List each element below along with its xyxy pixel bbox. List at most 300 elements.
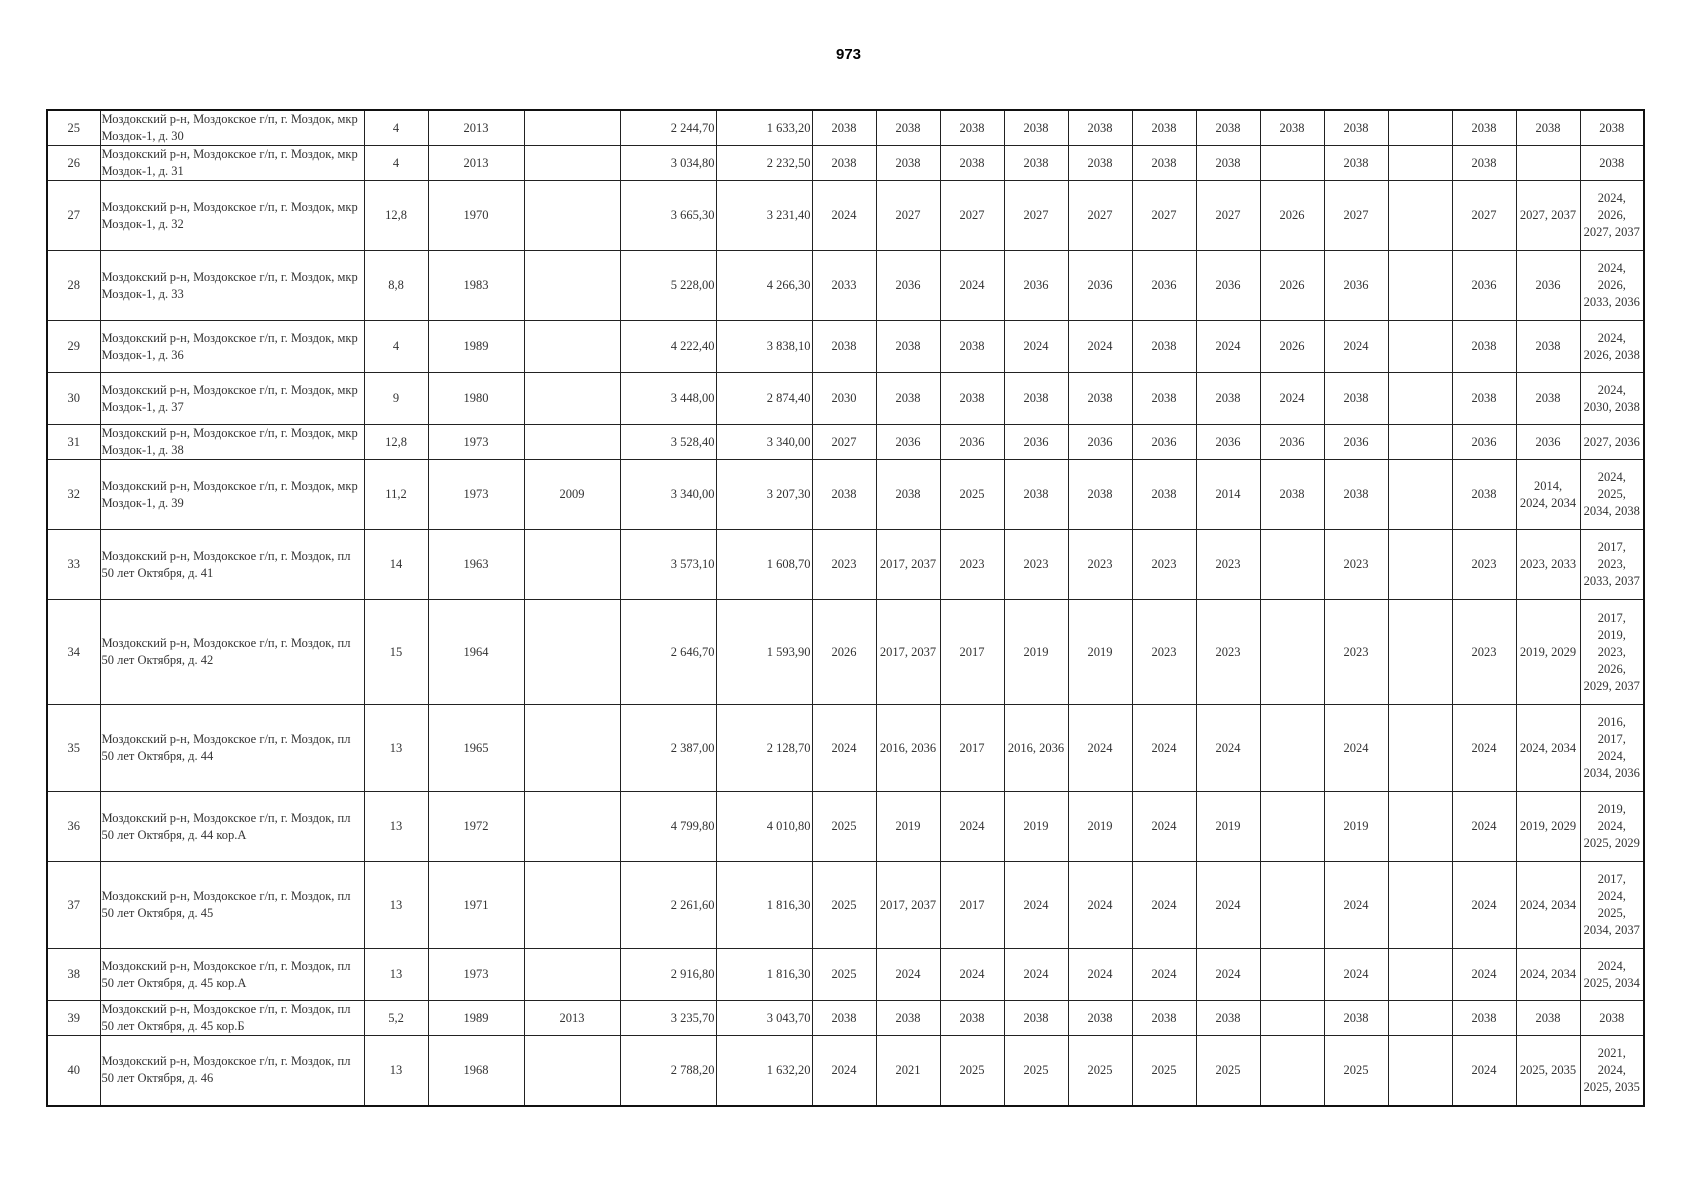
- repair-year-cell: 2023: [1004, 530, 1068, 600]
- repair-year-cell: 2038: [812, 110, 876, 146]
- repair-year-cell: 2023: [1452, 600, 1516, 705]
- reconstruction-year-cell: [524, 425, 620, 460]
- repair-year-cell: 2027: [876, 181, 940, 251]
- repair-year-cell: 2036: [876, 251, 940, 321]
- table-row: [47, 181, 1644, 251]
- repair-year-cell: 2038: [812, 321, 876, 373]
- repair-year-cell: 2027: [1068, 181, 1132, 251]
- repair-year-cell: 2024, 2026, 2027, 2037: [1580, 181, 1644, 251]
- total-area-cell: 3 528,40: [620, 425, 716, 460]
- repair-year-cell: 2036: [1324, 251, 1388, 321]
- floors-cell: 11,2: [364, 460, 428, 530]
- repair-year-cell: 2024: [1004, 321, 1068, 373]
- row-number: 40: [47, 1036, 100, 1106]
- repair-year-cell: 2024: [1132, 792, 1196, 862]
- repair-year-cell: 2024: [1260, 373, 1324, 425]
- row-number: 26: [47, 146, 100, 181]
- repair-year-cell: 2019, 2029: [1516, 792, 1580, 862]
- repair-year-cell: 2024: [1132, 862, 1196, 949]
- repair-year-cell: 2019: [1068, 792, 1132, 862]
- repair-year-cell: 2025: [940, 460, 1004, 530]
- floors-cell: 15: [364, 600, 428, 705]
- repair-year-cell: 2023, 2033: [1516, 530, 1580, 600]
- repair-year-cell: 2038: [1452, 460, 1516, 530]
- table-row: [47, 792, 1644, 862]
- table-row: [47, 425, 1644, 460]
- living-area-cell: 4 266,30: [716, 251, 812, 321]
- repair-year-cell: 2023: [1196, 600, 1260, 705]
- repair-year-cell: 2030: [812, 373, 876, 425]
- repair-year-cell: 2027: [1196, 181, 1260, 251]
- total-area-cell: 4 799,80: [620, 792, 716, 862]
- repair-year-cell: 2027: [940, 181, 1004, 251]
- repair-year-cell: 2014, 2024, 2034: [1516, 460, 1580, 530]
- repair-year-cell: 2025: [812, 792, 876, 862]
- repair-year-cell: 2025: [812, 949, 876, 1001]
- row-number: 36: [47, 792, 100, 862]
- living-area-cell: 2 128,70: [716, 705, 812, 792]
- repair-year-cell: [1260, 146, 1324, 181]
- repair-year-cell: 2026: [1260, 321, 1324, 373]
- repair-year-cell: 2024, 2030, 2038: [1580, 373, 1644, 425]
- repair-year-cell: 2024, 2034: [1516, 705, 1580, 792]
- repair-year-cell: 2016, 2036: [1004, 705, 1068, 792]
- reconstruction-year-cell: [524, 181, 620, 251]
- repair-year-cell: 2027: [1132, 181, 1196, 251]
- repair-year-cell: 2038: [1196, 1001, 1260, 1036]
- repair-year-cell: 2017: [940, 862, 1004, 949]
- repair-year-cell: 2038: [876, 321, 940, 373]
- year-built-cell: 1965: [428, 705, 524, 792]
- repair-year-cell: 2024: [1196, 949, 1260, 1001]
- repair-year-cell: 2038: [1452, 110, 1516, 146]
- repair-year-cell: 2024: [1196, 862, 1260, 949]
- address-cell: Моздокский р-н, Моздокское г/п, г. Моздок, пл 50 лет Октября, д. 41: [100, 530, 364, 600]
- address-cell: Моздокский р-н, Моздокское г/п, г. Моздок, пл 50 лет Октября, д. 45: [100, 862, 364, 949]
- repair-year-cell: 2038: [1324, 146, 1388, 181]
- repair-year-cell: 2023: [940, 530, 1004, 600]
- repair-year-cell: 2024: [1068, 321, 1132, 373]
- row-number: 38: [47, 949, 100, 1001]
- repair-year-cell: 2025: [1324, 1036, 1388, 1106]
- floors-cell: 4: [364, 110, 428, 146]
- repair-year-cell: 2038: [1452, 1001, 1516, 1036]
- year-built-cell: 1973: [428, 949, 524, 1001]
- repair-year-cell: 2023: [1132, 530, 1196, 600]
- repair-year-cell: 2038: [876, 1001, 940, 1036]
- repair-year-cell: 2024: [1324, 949, 1388, 1001]
- repair-year-cell: 2027, 2036: [1580, 425, 1644, 460]
- reconstruction-year-cell: 2009: [524, 460, 620, 530]
- repair-year-cell: 2019, 2029: [1516, 600, 1580, 705]
- repair-year-cell: 2017, 2024, 2025, 2034, 2037: [1580, 862, 1644, 949]
- table-body: [47, 110, 1644, 1106]
- reconstruction-year-cell: 2013: [524, 1001, 620, 1036]
- repair-year-cell: 2038: [812, 460, 876, 530]
- repair-year-cell: 2038: [1452, 373, 1516, 425]
- floors-cell: 13: [364, 862, 428, 949]
- year-built-cell: 2013: [428, 110, 524, 146]
- repair-year-cell: 2023: [1452, 530, 1516, 600]
- repair-year-cell: 2038: [812, 1001, 876, 1036]
- repair-year-cell: 2025: [1004, 1036, 1068, 1106]
- repair-year-cell: 2038: [876, 146, 940, 181]
- table-row: [47, 705, 1644, 792]
- repair-year-cell: 2038: [1580, 110, 1644, 146]
- repair-year-cell: [1260, 949, 1324, 1001]
- repair-year-cell: 2024, 2025, 2034, 2038: [1580, 460, 1644, 530]
- repair-year-cell: [1388, 110, 1452, 146]
- repair-year-cell: 2024: [1068, 705, 1132, 792]
- living-area-cell: 1 608,70: [716, 530, 812, 600]
- repair-year-cell: 2036: [1196, 251, 1260, 321]
- living-area-cell: 2 232,50: [716, 146, 812, 181]
- repair-year-cell: 2038: [1580, 1001, 1644, 1036]
- table-row: [47, 460, 1644, 530]
- repair-year-cell: 2027: [1004, 181, 1068, 251]
- repair-year-cell: 2019: [1004, 600, 1068, 705]
- repair-year-cell: 2038: [1260, 110, 1324, 146]
- repair-year-cell: 2036: [1516, 251, 1580, 321]
- repair-year-cell: 2016, 2036: [876, 705, 940, 792]
- repair-year-cell: 2027: [812, 425, 876, 460]
- living-area-cell: 1 632,20: [716, 1036, 812, 1106]
- repair-year-cell: 2024: [1196, 705, 1260, 792]
- reconstruction-year-cell: [524, 146, 620, 181]
- table-row: [47, 373, 1644, 425]
- repair-year-cell: 2038: [1580, 146, 1644, 181]
- repair-year-cell: [1388, 862, 1452, 949]
- address-cell: Моздокский р-н, Моздокское г/п, г. Моздок, пл 50 лет Октября, д. 44 кор.А: [100, 792, 364, 862]
- floors-cell: 5,2: [364, 1001, 428, 1036]
- address-cell: Моздокский р-н, Моздокское г/п, г. Моздок, мкр Моздок-1, д. 31: [100, 146, 364, 181]
- repair-year-cell: [1388, 181, 1452, 251]
- year-built-cell: 1963: [428, 530, 524, 600]
- reconstruction-year-cell: [524, 600, 620, 705]
- repair-year-cell: 2038: [1132, 110, 1196, 146]
- year-built-cell: 1970: [428, 181, 524, 251]
- repair-year-cell: 2036: [1260, 425, 1324, 460]
- row-number: 28: [47, 251, 100, 321]
- repair-year-cell: 2038: [1004, 110, 1068, 146]
- table-row: [47, 862, 1644, 949]
- repair-year-cell: 2036: [876, 425, 940, 460]
- repair-year-cell: 2014: [1196, 460, 1260, 530]
- repair-year-cell: [1516, 146, 1580, 181]
- repair-year-cell: 2036: [1324, 425, 1388, 460]
- repair-year-cell: 2024: [1452, 1036, 1516, 1106]
- year-built-cell: 1971: [428, 862, 524, 949]
- repair-year-cell: [1260, 530, 1324, 600]
- row-number: 34: [47, 600, 100, 705]
- total-area-cell: 2 244,70: [620, 110, 716, 146]
- repair-year-cell: [1388, 1036, 1452, 1106]
- repair-year-cell: 2019: [1068, 600, 1132, 705]
- repair-year-cell: 2038: [1324, 110, 1388, 146]
- repair-year-cell: 2036: [1132, 251, 1196, 321]
- repair-year-cell: 2026: [1260, 251, 1324, 321]
- repair-year-cell: 2036: [1068, 251, 1132, 321]
- repair-year-cell: 2038: [876, 110, 940, 146]
- repair-year-cell: 2024: [812, 1036, 876, 1106]
- repair-year-cell: 2017, 2037: [876, 530, 940, 600]
- repair-year-cell: 2024: [940, 792, 1004, 862]
- living-area-cell: 3 838,10: [716, 321, 812, 373]
- repair-year-cell: 2038: [1516, 321, 1580, 373]
- floors-cell: 12,8: [364, 181, 428, 251]
- floors-cell: 8,8: [364, 251, 428, 321]
- repair-year-cell: 2024: [812, 181, 876, 251]
- row-number: 25: [47, 110, 100, 146]
- repair-year-cell: 2038: [1452, 146, 1516, 181]
- row-number: 27: [47, 181, 100, 251]
- repair-year-cell: 2036: [1132, 425, 1196, 460]
- address-cell: Моздокский р-н, Моздокское г/п, г. Моздок, мкр Моздок-1, д. 39: [100, 460, 364, 530]
- year-built-cell: 1989: [428, 321, 524, 373]
- repair-year-cell: 2038: [1004, 460, 1068, 530]
- address-cell: Моздокский р-н, Моздокское г/п, г. Моздок, мкр Моздок-1, д. 30: [100, 110, 364, 146]
- repair-year-cell: 2024: [1324, 862, 1388, 949]
- repair-year-cell: [1388, 460, 1452, 530]
- repair-year-cell: 2019: [876, 792, 940, 862]
- repair-year-cell: 2038: [1516, 373, 1580, 425]
- repair-year-cell: 2017, 2023, 2033, 2037: [1580, 530, 1644, 600]
- repair-year-cell: [1388, 146, 1452, 181]
- repair-year-cell: [1388, 251, 1452, 321]
- repair-year-cell: 2024, 2034: [1516, 862, 1580, 949]
- repair-year-cell: 2038: [876, 460, 940, 530]
- repair-year-cell: 2024: [1068, 862, 1132, 949]
- repair-year-cell: 2038: [1068, 146, 1132, 181]
- address-cell: Моздокский р-н, Моздокское г/п, г. Моздок, пл 50 лет Октября, д. 46: [100, 1036, 364, 1106]
- repair-year-cell: 2024: [940, 251, 1004, 321]
- repair-year-cell: [1388, 600, 1452, 705]
- repair-year-cell: 2038: [1004, 1001, 1068, 1036]
- repair-year-cell: 2036: [1452, 251, 1516, 321]
- repair-year-cell: 2026: [1260, 181, 1324, 251]
- total-area-cell: 2 261,60: [620, 862, 716, 949]
- table-row: [47, 251, 1644, 321]
- repair-year-cell: [1260, 705, 1324, 792]
- repair-year-cell: 2038: [1196, 373, 1260, 425]
- repair-year-cell: 2038: [940, 146, 1004, 181]
- repair-year-cell: 2038: [1196, 110, 1260, 146]
- repair-year-cell: 2036: [1004, 425, 1068, 460]
- repair-year-cell: 2019: [1324, 792, 1388, 862]
- floors-cell: 13: [364, 949, 428, 1001]
- address-cell: Моздокский р-н, Моздокское г/п, г. Моздок, мкр Моздок-1, д. 37: [100, 373, 364, 425]
- living-area-cell: 4 010,80: [716, 792, 812, 862]
- repair-year-cell: 2038: [1196, 146, 1260, 181]
- floors-cell: 12,8: [364, 425, 428, 460]
- total-area-cell: 3 573,10: [620, 530, 716, 600]
- repair-year-cell: [1388, 530, 1452, 600]
- reconstruction-year-cell: [524, 792, 620, 862]
- repair-year-cell: 2038: [1324, 460, 1388, 530]
- table-row: [47, 110, 1644, 146]
- repair-year-cell: 2024: [812, 705, 876, 792]
- repair-year-cell: 2023: [1324, 600, 1388, 705]
- repair-year-cell: 2024: [1196, 321, 1260, 373]
- repair-year-cell: [1388, 373, 1452, 425]
- repair-year-cell: 2038: [1132, 1001, 1196, 1036]
- living-area-cell: 3 043,70: [716, 1001, 812, 1036]
- repair-year-cell: 2019: [1004, 792, 1068, 862]
- repair-year-cell: 2038: [940, 110, 1004, 146]
- table-row: [47, 321, 1644, 373]
- repair-year-cell: 2025, 2035: [1516, 1036, 1580, 1106]
- repair-year-cell: [1388, 321, 1452, 373]
- living-area-cell: 3 207,30: [716, 460, 812, 530]
- living-area-cell: 2 874,40: [716, 373, 812, 425]
- repair-year-cell: 2023: [1196, 530, 1260, 600]
- address-cell: Моздокский р-н, Моздокское г/п, г. Моздок, пл 50 лет Октября, д. 44: [100, 705, 364, 792]
- reconstruction-year-cell: [524, 949, 620, 1001]
- year-built-cell: 1972: [428, 792, 524, 862]
- repair-year-cell: 2024: [1452, 792, 1516, 862]
- table-row: [47, 1036, 1644, 1106]
- repair-year-cell: [1388, 425, 1452, 460]
- total-area-cell: 3 340,00: [620, 460, 716, 530]
- living-area-cell: 1 816,30: [716, 949, 812, 1001]
- repair-year-cell: 2036: [1516, 425, 1580, 460]
- repair-year-cell: 2023: [1132, 600, 1196, 705]
- total-area-cell: 2 788,20: [620, 1036, 716, 1106]
- repair-year-cell: 2038: [812, 146, 876, 181]
- repair-year-cell: 2036: [1004, 251, 1068, 321]
- floors-cell: 4: [364, 321, 428, 373]
- repair-year-cell: [1260, 1001, 1324, 1036]
- reconstruction-year-cell: [524, 110, 620, 146]
- reconstruction-year-cell: [524, 321, 620, 373]
- address-cell: Моздокский р-н, Моздокское г/п, г. Моздок, пл 50 лет Октября, д. 45 кор.А: [100, 949, 364, 1001]
- repair-year-cell: 2017: [940, 705, 1004, 792]
- floors-cell: 13: [364, 792, 428, 862]
- repair-year-cell: 2025: [1196, 1036, 1260, 1106]
- repair-year-cell: 2038: [1068, 110, 1132, 146]
- repair-year-cell: 2025: [1068, 1036, 1132, 1106]
- repair-year-cell: 2024, 2025, 2034: [1580, 949, 1644, 1001]
- year-built-cell: 1980: [428, 373, 524, 425]
- repair-year-cell: 2017, 2037: [876, 862, 940, 949]
- repair-year-cell: [1260, 1036, 1324, 1106]
- repair-year-cell: 2038: [1068, 373, 1132, 425]
- repair-year-cell: 2038: [940, 321, 1004, 373]
- repair-year-cell: 2017, 2037: [876, 600, 940, 705]
- repair-year-cell: 2038: [1324, 1001, 1388, 1036]
- repair-year-cell: 2024, 2026, 2038: [1580, 321, 1644, 373]
- repair-year-cell: 2038: [1068, 460, 1132, 530]
- repair-year-cell: 2016, 2017, 2024, 2034, 2036: [1580, 705, 1644, 792]
- repair-year-cell: 2019: [1196, 792, 1260, 862]
- page-number: 973: [835, 46, 862, 63]
- reconstruction-year-cell: [524, 1036, 620, 1106]
- living-area-cell: 3 340,00: [716, 425, 812, 460]
- housing-registry-table: [46, 109, 1645, 1107]
- year-built-cell: 1973: [428, 460, 524, 530]
- living-area-cell: 1 633,20: [716, 110, 812, 146]
- year-built-cell: 1968: [428, 1036, 524, 1106]
- total-area-cell: 2 387,00: [620, 705, 716, 792]
- address-cell: Моздокский р-н, Моздокское г/п, г. Моздок, мкр Моздок-1, д. 33: [100, 251, 364, 321]
- repair-year-cell: 2038: [1004, 373, 1068, 425]
- repair-year-cell: 2019, 2024, 2025, 2029: [1580, 792, 1644, 862]
- repair-year-cell: 2025: [812, 862, 876, 949]
- repair-year-cell: 2038: [1004, 146, 1068, 181]
- repair-year-cell: 2038: [1452, 321, 1516, 373]
- repair-year-cell: 2024: [1004, 949, 1068, 1001]
- repair-year-cell: 2024: [1452, 949, 1516, 1001]
- address-cell: Моздокский р-н, Моздокское г/п, г. Моздок, пл 50 лет Октября, д. 45 кор.Б: [100, 1001, 364, 1036]
- address-cell: Моздокский р-н, Моздокское г/п, г. Моздок, пл 50 лет Октября, д. 42: [100, 600, 364, 705]
- repair-year-cell: 2025: [940, 1036, 1004, 1106]
- repair-year-cell: [1260, 792, 1324, 862]
- row-number: 33: [47, 530, 100, 600]
- repair-year-cell: [1388, 1001, 1452, 1036]
- floors-cell: 4: [364, 146, 428, 181]
- reconstruction-year-cell: [524, 373, 620, 425]
- repair-year-cell: 2027, 2037: [1516, 181, 1580, 251]
- reconstruction-year-cell: [524, 862, 620, 949]
- row-number: 31: [47, 425, 100, 460]
- total-area-cell: 3 448,00: [620, 373, 716, 425]
- repair-year-cell: [1260, 862, 1324, 949]
- repair-year-cell: 2024: [940, 949, 1004, 1001]
- repair-year-cell: 2038: [1132, 146, 1196, 181]
- repair-year-cell: 2036: [1196, 425, 1260, 460]
- repair-year-cell: 2036: [1452, 425, 1516, 460]
- repair-year-cell: 2024, 2034: [1516, 949, 1580, 1001]
- repair-year-cell: [1388, 949, 1452, 1001]
- year-built-cell: 1964: [428, 600, 524, 705]
- repair-year-cell: 2024: [1132, 949, 1196, 1001]
- total-area-cell: 3 034,80: [620, 146, 716, 181]
- repair-year-cell: 2024: [876, 949, 940, 1001]
- repair-year-cell: 2038: [876, 373, 940, 425]
- table-row: [47, 949, 1644, 1001]
- table-row: [47, 530, 1644, 600]
- living-area-cell: 3 231,40: [716, 181, 812, 251]
- repair-year-cell: [1260, 600, 1324, 705]
- floors-cell: 13: [364, 1036, 428, 1106]
- repair-year-cell: 2017: [940, 600, 1004, 705]
- row-number: 35: [47, 705, 100, 792]
- row-number: 32: [47, 460, 100, 530]
- repair-year-cell: 2027: [1452, 181, 1516, 251]
- repair-year-cell: 2024: [1324, 321, 1388, 373]
- total-area-cell: 4 222,40: [620, 321, 716, 373]
- total-area-cell: 5 228,00: [620, 251, 716, 321]
- repair-year-cell: 2024: [1324, 705, 1388, 792]
- repair-year-cell: 2036: [1068, 425, 1132, 460]
- table-row: [47, 1001, 1644, 1036]
- total-area-cell: 3 235,70: [620, 1001, 716, 1036]
- year-built-cell: 1989: [428, 1001, 524, 1036]
- repair-year-cell: 2024: [1132, 705, 1196, 792]
- total-area-cell: 3 665,30: [620, 181, 716, 251]
- repair-year-cell: 2038: [1132, 321, 1196, 373]
- year-built-cell: 1973: [428, 425, 524, 460]
- row-number: 39: [47, 1001, 100, 1036]
- year-built-cell: 1983: [428, 251, 524, 321]
- address-cell: Моздокский р-н, Моздокское г/п, г. Моздок, мкр Моздок-1, д. 38: [100, 425, 364, 460]
- row-number: 29: [47, 321, 100, 373]
- reconstruction-year-cell: [524, 530, 620, 600]
- reconstruction-year-cell: [524, 251, 620, 321]
- repair-year-cell: 2033: [812, 251, 876, 321]
- floors-cell: 9: [364, 373, 428, 425]
- repair-year-cell: 2024, 2026, 2033, 2036: [1580, 251, 1644, 321]
